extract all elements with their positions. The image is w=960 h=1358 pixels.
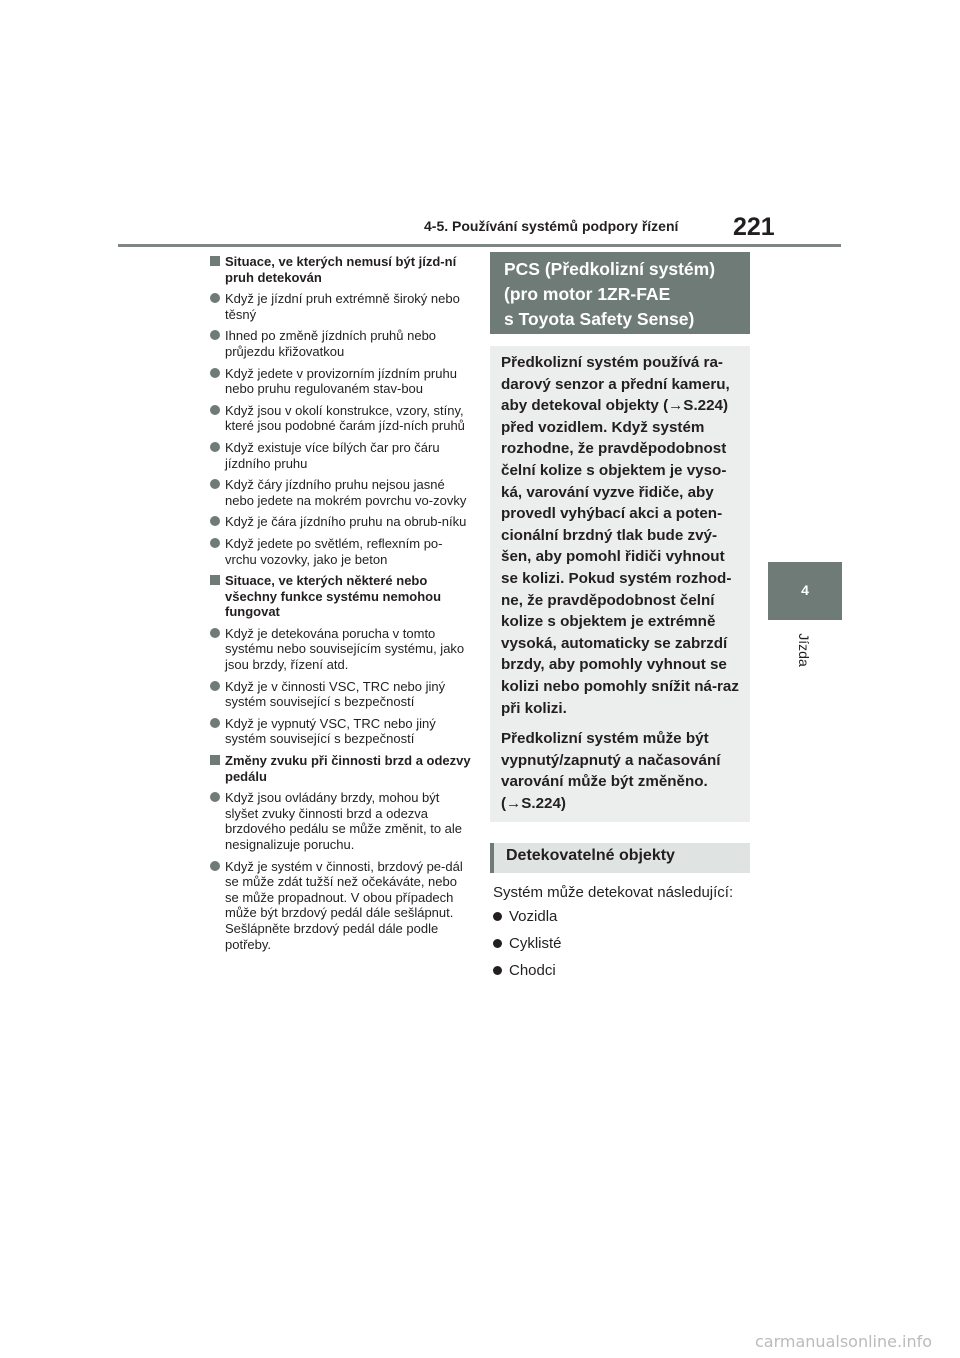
bullet-icon: [210, 718, 220, 728]
square-marker-icon: [210, 256, 220, 266]
pcs-title-line-2: (pro motor 1ZR-FAE: [504, 284, 671, 304]
item-text: Když jedete po světlém, reflexním po-vrchu vozovky, jako je beton: [225, 535, 443, 567]
item-text: Změny zvuku při činnosti brzd a odezvy pedálu: [225, 753, 471, 784]
chapter-label-wrap: [794, 632, 814, 672]
bullet-icon: [210, 538, 220, 548]
item-text: Když je v činnosti VSC, TRC nebo jiný systém související s bezpečností: [225, 678, 446, 710]
chapter-number: 4: [801, 582, 809, 598]
bullet-icon: [210, 405, 220, 415]
bullet-icon: [210, 628, 220, 638]
item-text: Když je detekována porucha v tomto systému nebo souvisejícím systému, jako jsou brzdy, řízení atd.: [225, 625, 465, 673]
item-text: Situace, ve kterých nemusí být jízd-ní pruh detekován: [225, 254, 457, 285]
item-text: Když čáry jízdního pruhu nejsou jasné nebo jedete na mokrém povrchu vo-zovky: [225, 477, 467, 508]
list-item: [210, 716, 472, 747]
detectable-item-text: Vozidla: [509, 908, 558, 925]
detectable-list: [493, 908, 753, 989]
left-column: [210, 252, 472, 958]
list-item: [210, 440, 472, 471]
list-item: [210, 536, 472, 567]
page-number: 221: [733, 213, 775, 241]
list-item: [210, 477, 472, 508]
square-marker-icon: [210, 575, 220, 585]
list-item: [210, 859, 472, 953]
pcs-paragraph-1: Předkolizní systém používá ra-darový senzor a přední kameru, aby detekoval objekty (→S.224) před vozidlem. Když systém rozhodne, že pravděpodobnost čelní kolize s objektem je vyso-ká, varování vyzve řidiče, aby provedl vyhýbací akci a poten-cionální brzdný tlak bude zvý-šen, aby pomohl řidiči vyhnout se kolizi. Pokud systém rozhod-ne, že pravděpodobnost čelní kolize s objektem je extrémně vysoká, automaticky se zabrzdí brzdy, aby pomohly vyhnout se kolizi nebo pomohly snížit ná-raz při kolizi.: [501, 354, 739, 717]
detectable-item: [493, 962, 753, 989]
pcs-paragraph-2: Předkolizní systém může být vypnutý/zapnutý a načasování varování může být změněno. (→S.224): [501, 730, 721, 812]
list-item: [210, 291, 472, 322]
pcs-title-line-3: s Toyota Safety Sense): [504, 309, 695, 329]
bullet-icon: [210, 479, 220, 489]
list-item: [210, 403, 472, 434]
list-item: [210, 679, 472, 710]
detectable-item-text: Chodci: [509, 962, 556, 979]
item-text: Když jsou ovládány brzdy, mohou být slyšet zvuky činnosti brzd a odezva brzdového pedálu se může změnit, to ale nesignalizuje poruchu.: [225, 790, 463, 852]
bullet-icon: [493, 912, 502, 921]
detectable-item: [493, 908, 753, 935]
item-text: Když je systém v činnosti, brzdový pe-dál se může zdát tužší než očekáváte, nebo se může propadnout. V obou případech může být brzdový pedál dále sešlápnut. Sešlápněte brzdový pedál dále podle potřeby.: [225, 858, 463, 952]
item-text: Když jsou v okolí konstrukce, vzory, stíny, které jsou podobné čarám jízd-ních pruhů: [225, 402, 465, 434]
bullet-icon: [210, 681, 220, 691]
detectable-heading: Detekovatelné objekty: [490, 843, 750, 873]
bullet-icon: [210, 861, 220, 871]
section-heading: [210, 573, 472, 620]
chapter-tab: [768, 562, 842, 620]
section-heading: [210, 753, 472, 784]
detectable-item: [493, 935, 753, 962]
pcs-intro-box: [490, 346, 750, 822]
list-item: [210, 514, 472, 530]
chapter-label: Jízda: [796, 633, 812, 667]
item-text: Ihned po změně jízdních pruhů nebo průjezdu křižovatkou: [225, 328, 437, 359]
watermark: carmanualsonline.info: [755, 1332, 933, 1351]
item-text: Když je jízdní pruh extrémně široký nebo těsný: [225, 291, 460, 322]
detectable-intro: Systém může detekovat následující:: [493, 884, 734, 901]
list-item: [210, 328, 472, 359]
pcs-title-box: [490, 252, 750, 334]
list-item: [210, 626, 472, 673]
bullet-icon: [210, 516, 220, 526]
bullet-icon: [210, 330, 220, 340]
item-text: Když jedete v provizorním jízdním pruhu nebo pruhu regulovaném stav-bou: [225, 365, 457, 397]
bullet-icon: [210, 293, 220, 303]
header-rule: [118, 244, 841, 247]
list-item: [210, 366, 472, 397]
item-text: Když existuje více bílých čar pro čáru jízdního pruhu: [225, 439, 440, 471]
list-item: [210, 790, 472, 852]
bullet-icon: [493, 939, 502, 948]
bullet-icon: [210, 792, 220, 802]
pcs-title-line-1: PCS (Předkolizní systém): [504, 259, 716, 279]
item-text: Situace, ve kterých některé nebo všechny funkce systému nemohou fungovat: [225, 573, 442, 620]
square-marker-icon: [210, 755, 220, 765]
bullet-icon: [210, 442, 220, 452]
detectable-item-text: Cyklisté: [509, 935, 562, 952]
bullet-icon: [210, 368, 220, 378]
item-text: Když je vypnutý VSC, TRC nebo jiný systém související s bezpečností: [225, 715, 436, 747]
item-text: Když je čára jízdního pruhu na obrub-níku: [225, 514, 467, 530]
section-heading: [210, 254, 472, 285]
bullet-icon: [493, 966, 502, 975]
section-title: 4-5. Používání systémů podpory řízení: [424, 218, 679, 234]
